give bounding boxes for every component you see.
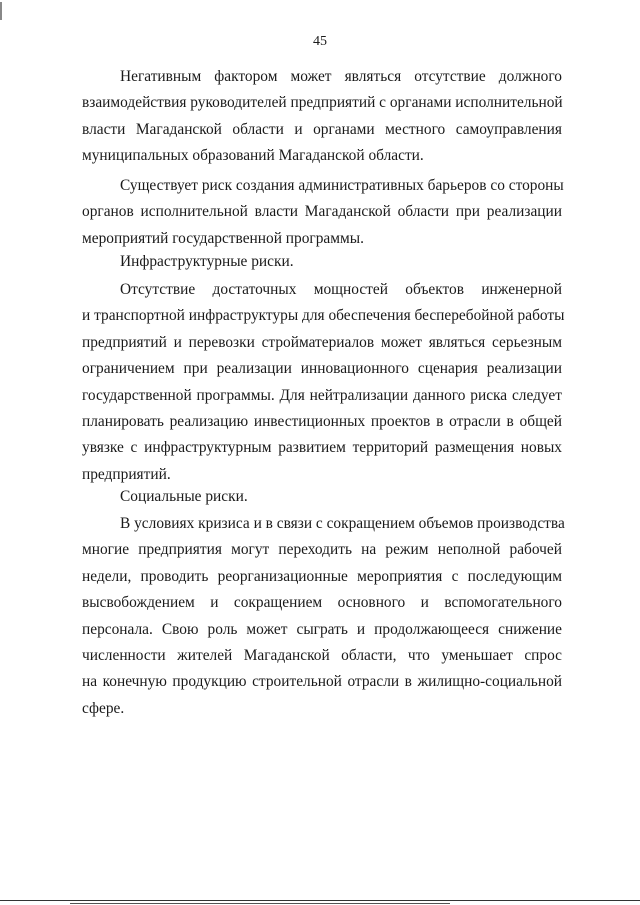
heading-social-risks	[82, 484, 562, 510]
text-line: персонала. Свою роль может сыграть и продолжающееся снижение	[82, 620, 562, 638]
text-line: Отсутствие достаточных мощностей объектов инженерной	[120, 281, 562, 298]
text-line: предприятий.	[82, 465, 171, 483]
text-line: власти Магаданской области и органами местного самоуправления	[82, 120, 562, 138]
scan-artifact-line	[0, 900, 640, 901]
scan-artifact-mark	[0, 2, 2, 20]
section-heading: Социальные риски.	[120, 488, 248, 505]
heading-infrastructure-risks	[82, 249, 562, 275]
page-number: 45	[313, 34, 327, 49]
scan-artifact-line	[70, 903, 450, 904]
text-line: увязке с инфраструктурным развитием территорий размещения новых	[82, 439, 562, 457]
paragraph-infrastructure	[82, 277, 565, 488]
paragraph-negative-factor	[82, 64, 562, 170]
paragraph-crisis-conditions	[82, 511, 565, 722]
section-heading: Инфраструктурные риски.	[120, 253, 294, 270]
text-line: на конечную продукцию строительной отрасли в жилищно-социальной	[82, 673, 562, 691]
text-line: взаимодействия руководителей предприятий с органами исполнительной	[82, 94, 563, 112]
text-line: государственной программы. Для нейтрализации данного риска следует	[82, 386, 562, 404]
text-line: предприятий и перевозки стройматериалов может являться серьезным	[82, 333, 562, 351]
text-line: мероприятий государственной программы.	[82, 229, 364, 247]
text-line: высвобождением и сокращением основного и вспомогательного	[82, 594, 562, 612]
text-line: недели, проводить реорганизационные мероприятия с последующим	[82, 567, 562, 585]
text-line: численности жителей Магаданской области, что уменьшает спрос	[82, 647, 562, 665]
paragraph-admin-barriers	[82, 173, 562, 252]
text-line: сфере.	[82, 699, 125, 717]
text-line: органов исполнительной власти Магаданской области при реализации	[82, 203, 562, 221]
text-line: Негативным фактором может являться отсутствие должного	[120, 68, 562, 85]
text-line: муниципальных образований Магаданской области.	[82, 147, 424, 165]
text-line: ограничением при реализации инновационного сценария реализации	[82, 360, 562, 378]
text-line: планировать реализацию инвестиционных проектов в отрасли в общей	[82, 413, 562, 431]
text-line: и транспортной инфраструктуры для обеспечения бесперебойной работы	[82, 307, 565, 325]
text-line: Существует риск создания административных барьеров со стороны	[120, 177, 564, 194]
text-line: В условиях кризиса и в связи с сокращением объемов производства	[120, 515, 565, 532]
text-line: многие предприятия могут переходить на режим неполной рабочей	[82, 541, 562, 559]
